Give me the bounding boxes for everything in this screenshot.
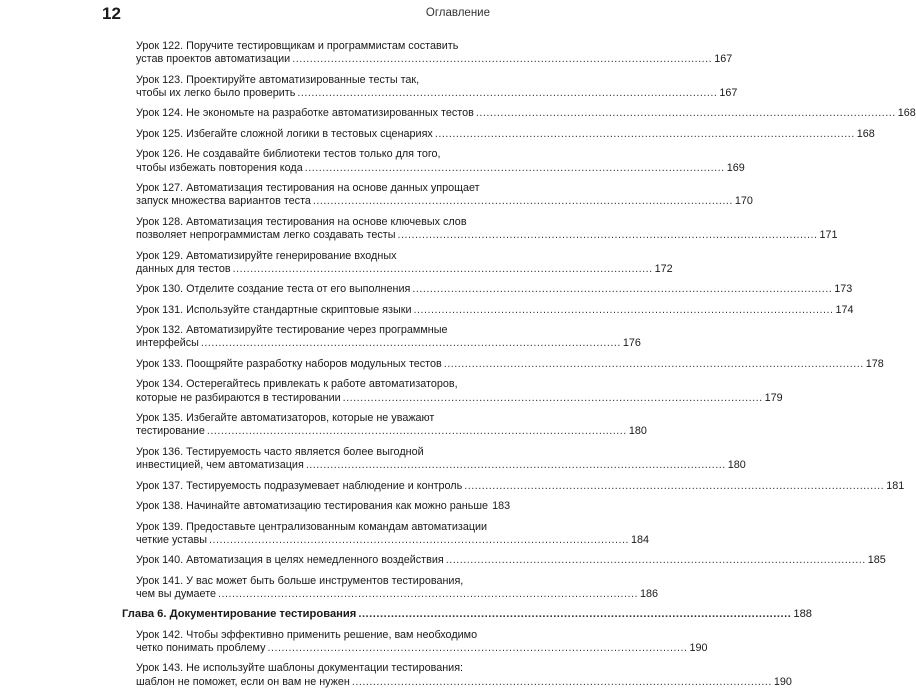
entry-page-number: 176 [622,337,641,350]
toc-lesson-entry[interactable] [136,412,647,438]
toc-lesson-entry[interactable] [136,357,884,371]
entry-page-number: 168 [856,127,875,140]
dot-leader: ........................................................................................................................ [218,587,638,600]
toc-lesson-entry[interactable] [136,324,641,350]
entry-title-line: Урок 129. Автоматизируйте генерирование входных [136,249,397,262]
dot-leader: ........................................................................................................................ [434,127,855,140]
toc-lesson-entry[interactable] [136,182,753,208]
toc-lesson-entry[interactable] [136,554,886,567]
entry-title-line: Урок 126. Не создавайте библиотеки тестов только для того, [136,148,441,161]
entry-page-number: 179 [764,391,783,404]
dot-leader: ........................................................................................................................ [292,53,713,66]
toc-lesson-entry[interactable] [136,303,854,317]
entry-title-line: Урок 137. Тестируемость подразумевает наблюдение и контроль [136,479,463,492]
entry-title-line: запуск множества вариантов теста [136,195,311,208]
entry-title-line: Урок 135. Избегайте автоматизаторов, которые не уважают [136,412,435,425]
dot-leader: ........................................................................................................................ [208,533,629,546]
entry-title-line: Урок 125. Избегайте сложной логики в тестовых сценариях [136,127,433,140]
dot-leader: ........................................................................................................................ [464,479,885,492]
entry-title-line: инвестицией, чем автоматизация [136,459,304,472]
entry-page-number: 180 [727,459,746,472]
entry-page-number: 190 [689,641,708,654]
toc-lesson-entry[interactable] [136,127,875,141]
entry-page-number: 188 [793,608,813,621]
toc-lesson-entry[interactable] [136,378,783,404]
entry-title-line: Урок 128. Автоматизация тестирования на основе ключевых слов [136,215,467,228]
dot-leader: ........................................................................................................................ [232,262,653,275]
entry-page-number: 168 [897,107,916,120]
entry-title-line: Урок 143. Не используйте шаблоны документации тестирования: [136,662,464,675]
entry-title-line: Урок 132. Автоматизируйте тестирование через программные [136,324,448,337]
entry-title-line: четко понимать проблему [136,641,266,654]
toc-lesson-entry[interactable] [136,40,733,66]
entry-page-number: 185 [867,554,886,567]
toc-lesson-entry[interactable] [136,662,792,688]
entry-title-line: Урок 123. Проектируйте автоматизированные тесты так, [136,73,420,86]
toc-lesson-entry[interactable] [136,73,738,100]
entry-title-line: Глава 6. Документирование тестирования [122,608,357,621]
toc-lesson-entry[interactable] [136,500,511,513]
entry-page-number: 167 [714,53,733,66]
dot-leader: ........................................................................................................................ [304,161,725,174]
entry-title-line: чтобы избежать повторения кода [136,161,303,174]
entry-page-number: 181 [886,479,905,492]
toc-lesson-entry[interactable] [136,479,905,493]
entry-page-number: 186 [640,587,659,600]
toc-lesson-entry[interactable] [136,445,746,472]
toc-lesson-entry[interactable] [136,283,853,296]
dot-leader: ........................................................................................................................ [297,86,718,99]
entry-title-line: Урок 138. Начинайте автоматизацию тестирования как можно раньше [136,500,489,513]
page-number: 12 [102,4,121,23]
dot-leader: ........................................................................................................................ [358,608,792,621]
entry-title-line: чтобы их легко было проверить [136,86,296,99]
entry-title-line: Урок 124. Не экономьте на разработке автоматизированных тестов [136,107,474,120]
entry-page-number: 170 [734,195,753,208]
entry-title-line: Урок 133. Поощряйте разработку наборов модульных тестов [136,357,442,370]
entry-title-line: Урок 131. Используйте стандартные скриптовые языки [136,303,412,316]
entry-title-line: данных для тестов [136,262,231,275]
dot-leader: ........................................................................................................................ [312,195,733,208]
running-head: Оглавление [425,7,490,19]
entry-page-number: 169 [726,161,745,174]
toc-lesson-entry[interactable] [136,215,838,242]
entry-page-number: 184 [630,533,649,546]
dot-leader: ........................................................................................................................ [413,303,834,316]
entry-page-number: 190 [773,675,792,688]
dot-leader: ........................................................................................................................ [445,554,866,567]
entry-page-number: 173 [834,283,853,296]
entry-page-number: 183 [492,500,511,513]
entry-title-line: Урок 140. Автоматизация в целях немедленного воздействия [136,554,444,567]
entry-title-line: интерфейсы [136,337,199,350]
toc-lesson-entry[interactable] [136,628,708,655]
dot-leader: ........................................................................................................................ [305,459,726,472]
toc-lesson-entry[interactable] [136,148,745,174]
entry-title-line: Урок 130. Отделите создание теста от его выполнения [136,283,411,296]
entry-page-number: 172 [654,262,673,275]
entry-title-line: чем вы думаете [136,587,217,600]
entry-title-line: Урок 141. У вас может быть больше инструментов тестирования, [136,574,464,587]
toc-lesson-entry[interactable] [136,249,673,276]
entry-page-number: 178 [865,357,884,370]
entry-page-number: 174 [835,303,854,316]
toc-lesson-entry[interactable] [136,520,649,547]
entry-title-line: которые не разбираются в тестировании [136,391,341,404]
dot-leader: ........................................................................................................................ [475,107,896,120]
entry-title-line: тестирование [136,425,205,438]
entry-title-line: четкие уставы [136,533,207,546]
entry-page-number: 180 [628,425,647,438]
dot-leader: ........................................................................................................................ [206,425,627,438]
dot-leader: ........................................................................................................................ [397,229,818,242]
toc-lesson-entry[interactable] [136,107,916,120]
entry-title-line: Урок 134. Остерегайтесь привлекать к работе автоматизаторов, [136,378,458,391]
entry-page-number: 167 [719,86,738,99]
dot-leader: ........................................................................................................................ [200,337,621,350]
dot-leader: ........................................................................................................................ [267,641,688,654]
entry-title-line: Урок 139. Предоставьте централизованным командам автоматизации [136,520,488,533]
entry-page-number: 171 [819,229,838,242]
toc-chapter-entry[interactable] [122,608,813,621]
dot-leader: ........................................................................................................................ [412,283,833,296]
toc-lesson-entry[interactable] [136,574,659,601]
entry-title-line: Урок 127. Автоматизация тестирования на основе данных упрощает [136,182,480,195]
dot-leader: ........................................................................................................................ [351,675,772,688]
dot-leader: ........................................................................................................................ [342,391,763,404]
entry-title-line: шаблон не поможет, если он вам не нужен [136,675,350,688]
dot-leader: ........................................................................................................................ [443,357,864,370]
entry-title-line: Урок 136. Тестируемость часто является более выгодной [136,445,424,458]
entry-title-line: позволяет непрограммистам легко создавать тесты [136,229,396,242]
entry-title-line: устав проектов автоматизации [136,53,291,66]
entry-title-line: Урок 142. Чтобы эффективно применить решение, вам необходимо [136,628,478,641]
entry-title-line: Урок 122. Поручите тестировщикам и программистам составить [136,40,459,52]
table-of-contents [122,40,916,696]
